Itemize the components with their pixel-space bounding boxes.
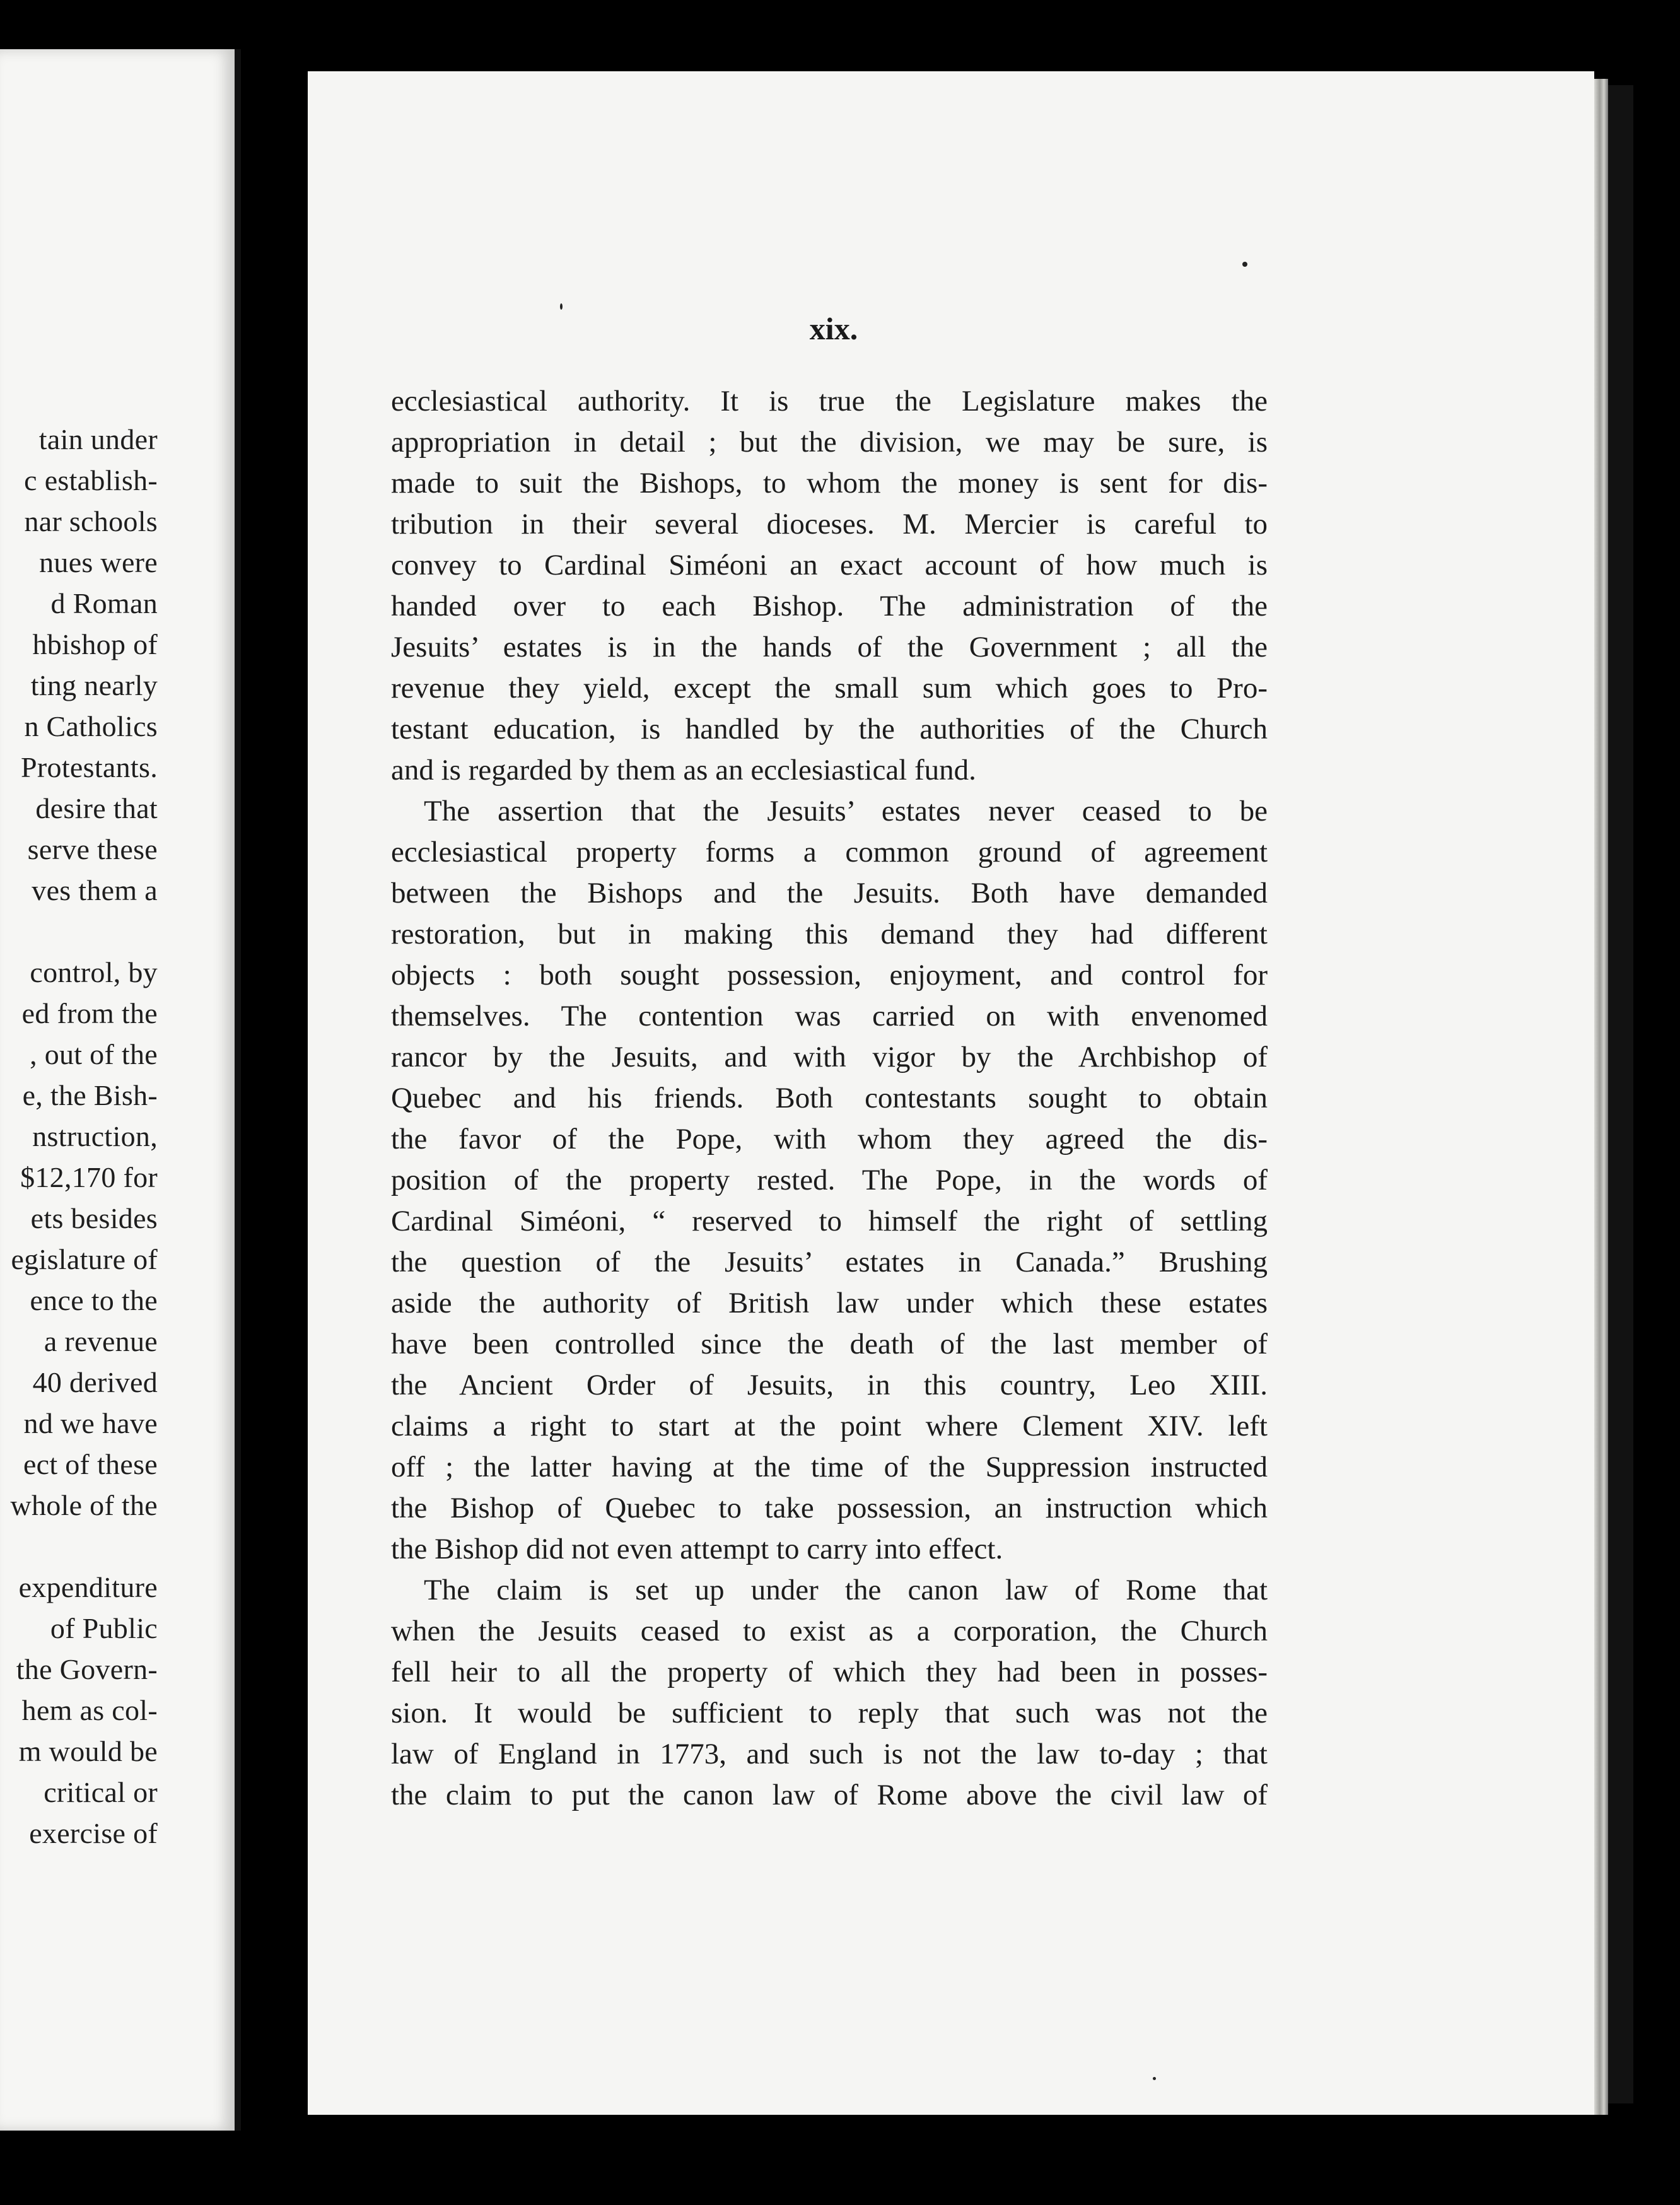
previous-page-line: hbishop of bbox=[32, 628, 158, 660]
previous-page-line: c establish- bbox=[24, 464, 158, 496]
previous-page-line: control, by bbox=[30, 956, 158, 988]
previous-page-line: m would be bbox=[18, 1735, 158, 1767]
text-line: claims a right to start at the point where Clement XIV. left bbox=[391, 1410, 1268, 1442]
previous-page-line: ect of these bbox=[23, 1448, 158, 1480]
previous-page-line: d Roman bbox=[50, 587, 158, 619]
previous-page-line: exercise of bbox=[29, 1817, 158, 1849]
previous-page-line: a revenue bbox=[44, 1325, 158, 1357]
page-block-edge bbox=[1594, 79, 1608, 2115]
text-line: the Ancient Order of Jesuits, in this country, Leo XIII. bbox=[391, 1369, 1268, 1401]
page-body-text bbox=[391, 381, 1268, 1816]
previous-page-text bbox=[0, 419, 158, 1854]
previous-page-line: whole of the bbox=[10, 1489, 158, 1521]
book-shadow bbox=[1608, 85, 1633, 2103]
previous-page-edge bbox=[235, 49, 241, 2131]
text-line: themselves. The contention was carried on with envenomed bbox=[391, 1000, 1268, 1032]
text-line: revenue they yield, except the small sum which goes to Pro- bbox=[391, 672, 1268, 705]
page-number: xix. bbox=[809, 311, 858, 346]
text-line: law of England in 1773, and such is not the law to-day ; that bbox=[391, 1738, 1268, 1770]
text-line: The claim is set up under the canon law of Rome that bbox=[424, 1574, 1268, 1606]
text-line: fell heir to all the property of which they had been in posses- bbox=[391, 1656, 1268, 1688]
previous-page-line: $12,170 for bbox=[20, 1161, 158, 1193]
text-line: Cardinal Siméoni, “ reserved to himself the right of settling bbox=[391, 1205, 1268, 1237]
text-line: aside the authority of British law under which these estates bbox=[391, 1287, 1268, 1319]
previous-page-line: tain under bbox=[38, 423, 158, 455]
previous-page-line: hem as col- bbox=[21, 1694, 158, 1726]
previous-page-line: n Catholics bbox=[24, 710, 158, 742]
text-line: objects : both sought possession, enjoyment, and control for bbox=[391, 959, 1268, 991]
text-line: when the Jesuits ceased to exist as a corporation, the Church bbox=[391, 1615, 1268, 1647]
text-line: the favor of the Pope, with whom they agreed the dis- bbox=[391, 1123, 1268, 1155]
text-line: Jesuits’ estates is in the hands of the Government ; all the bbox=[391, 631, 1268, 664]
text-line: handed over to each Bishop. The administration of the bbox=[391, 590, 1268, 623]
previous-page-line: ets besides bbox=[30, 1202, 158, 1234]
text-line: the claim to put the canon law of Rome above the civil law of bbox=[391, 1779, 1268, 1811]
text-line: convey to Cardinal Siméoni an exact account of how much is bbox=[391, 549, 1268, 582]
text-line: made to suit the Bishops, to whom the money is sent for dis- bbox=[391, 467, 1268, 500]
text-line: the Bishop did not even attempt to carry into effect. bbox=[391, 1533, 1003, 1565]
previous-page-line: nstruction, bbox=[32, 1120, 158, 1152]
text-line: rancor by the Jesuits, and with vigor by the Archbishop of bbox=[391, 1041, 1268, 1073]
text-line: off ; the latter having at the time of the Suppression instructed bbox=[391, 1451, 1268, 1483]
text-line: restoration, but in making this demand they had different bbox=[391, 918, 1268, 950]
page-speck bbox=[1242, 262, 1247, 267]
text-line: ecclesiastical property forms a common ground of agreement bbox=[391, 836, 1268, 869]
text-line: and is regarded by them as an ecclesiastical fund. bbox=[391, 754, 976, 787]
previous-page-line: e, the Bish- bbox=[22, 1079, 158, 1111]
previous-page-line: nd we have bbox=[23, 1407, 158, 1439]
text-line: Quebec and his friends. Both contestants sought to obtain bbox=[391, 1082, 1268, 1114]
text-line: ecclesiastical authority. It is true the Legislature makes the bbox=[391, 385, 1268, 418]
previous-page-line: , out of the bbox=[30, 1038, 158, 1070]
previous-page-line bbox=[0, 1526, 158, 1567]
text-line: the Bishop of Quebec to take possession, an instruction which bbox=[391, 1492, 1268, 1524]
previous-page-line: ves them a bbox=[32, 874, 158, 906]
previous-page-line: nar schools bbox=[24, 505, 158, 537]
previous-page-line: ting nearly bbox=[30, 669, 158, 701]
text-line: position of the property rested. The Pope, in the words of bbox=[391, 1164, 1268, 1196]
previous-page-line: nues were bbox=[39, 546, 158, 578]
text-line: tribution in their several dioceses. M. Mercier is careful to bbox=[391, 508, 1268, 541]
previous-page-line: Protestants. bbox=[21, 751, 158, 783]
text-line: between the Bishops and the Jesuits. Both have demanded bbox=[391, 877, 1268, 909]
text-line: The assertion that the Jesuits’ estates never ceased to be bbox=[424, 795, 1268, 828]
text-line: sion. It would be sufficient to reply that such was not the bbox=[391, 1697, 1268, 1729]
page-speck bbox=[560, 303, 563, 310]
page-speck bbox=[1153, 2077, 1156, 2080]
previous-page bbox=[0, 49, 235, 2131]
text-line: appropriation in detail ; but the division, we may be sure, is bbox=[391, 426, 1268, 459]
text-line: the question of the Jesuits’ estates in Canada.” Brushing bbox=[391, 1246, 1268, 1278]
previous-page-line: desire that bbox=[35, 792, 158, 824]
previous-page-line: serve these bbox=[27, 833, 158, 865]
previous-page-line: 40 derived bbox=[32, 1366, 158, 1398]
previous-page-line: of Public bbox=[50, 1612, 158, 1644]
previous-page-line: critical or bbox=[44, 1776, 158, 1808]
previous-page-line: ence to the bbox=[30, 1284, 158, 1316]
previous-page-line bbox=[0, 911, 158, 952]
text-line: have been controlled since the death of the last member of bbox=[391, 1328, 1268, 1360]
previous-page-line: egislature of bbox=[11, 1243, 158, 1275]
previous-page-line: ed from the bbox=[21, 997, 158, 1029]
previous-page-line: the Govern- bbox=[16, 1653, 158, 1685]
text-line: testant education, is handled by the authorities of the Church bbox=[391, 713, 1268, 746]
previous-page-line: expenditure bbox=[18, 1571, 158, 1603]
